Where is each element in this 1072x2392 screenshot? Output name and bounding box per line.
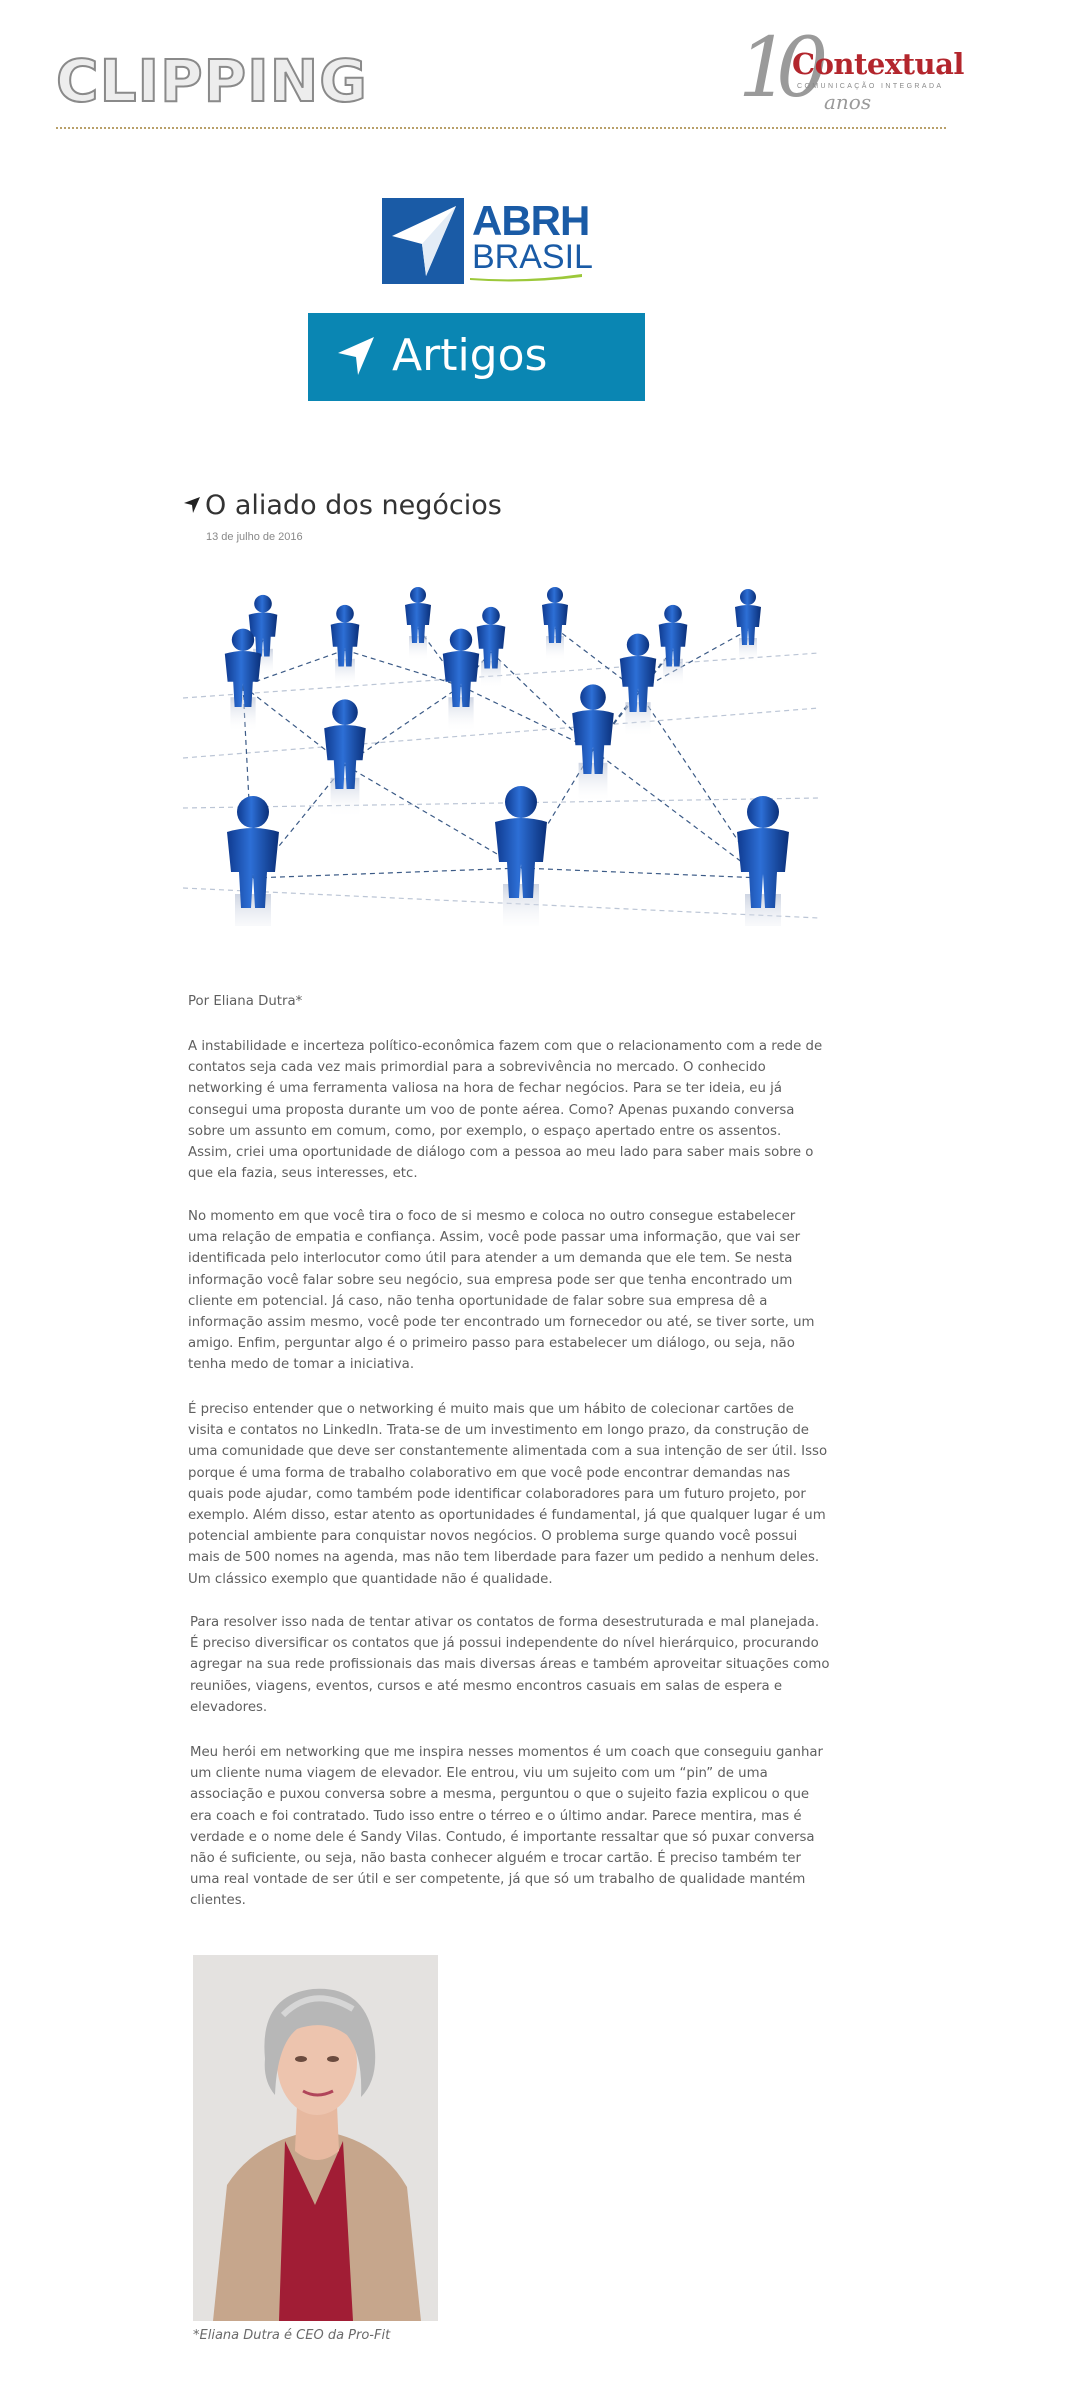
person-figure [227,796,279,926]
header-divider [56,127,946,129]
person-figure [405,587,431,661]
networking-illustration [183,558,819,926]
brand-tagline: COMUNICAÇÃO INTEGRADA [797,83,944,90]
article-paragraph: A instabilidade e incerteza político-econômica fazem com que o relacionamento com a rede de contatos seja cada vez mais primordial para a sobrevivência no mercado. O conhecido networking é uma ferramenta valiosa na hora de fechar negócios. Para se ter ideia, eu já consegui uma proposta durante um voo de ponte aérea. Como? Apenas puxando conversa sobre um assunto em comum, como, por exemplo, o espaço apertado entre os assentos. Assim, criei uma oportunidade de diálogo com a pessoa ao meu lado para saber mais sobre o que ela fazia, seus interesses, etc. [188,1039,823,1182]
network-link [183,798,819,808]
article-paragraph: Meu herói em networking que me inspira nesses momentos é um coach que conseguiu ganhar um cliente numa viagem de elevador. Ele entrou, viu um sujeito com um “pin” de uma associação e puxou conversa sobre a mesma, perguntou o que o sujeito fazia explicou o que era coach e foi contratado. Tudo isso entre o térreo e o último andar. Parece mentira, mas é verdade e o nome dele é Sandy Vilas. Contudo, é importante ressaltar que só puxar conversa não é suficiente, ou seja, não basta conhecer alguém e trocar cartão. É preciso também ter uma real vontade de ser útil e ser competente, já que só um trabalho de qualidade mantém clientes. [190,1745,824,1909]
author-photo [193,1955,438,2321]
article-paragraph: É preciso entender que o networking é muito mais que um hábito de colecionar cartões de visita e contatos no LinkedIn. Trata-se de um investimento em longo prazo, da construção de uma comunidade que deve ser constantemente alimentada com a sua intenção de ser útil. Isso porque é uma forma de trabalho colaborativo em que você pode encontrar demandas nas quais pode ajudar, como também pode identificar colaboradores para um futuro projeto, por exemplo. Além disso, estar atento as oportunidades é fundamental, já que qualquer lugar é um potencial ambiente para conquistar novos negócios. O problema surge quando você possui mais de 500 nomes na agenda, mas não tem liberdade para fazer um pedido a nenhum deles. Um clássico exemplo que quantidade não é qualidade. [188,1402,828,1587]
person-figure [495,786,547,926]
abrh-swoosh-icon [470,272,582,282]
brand-name: Contextual [792,47,964,81]
network-link [183,653,819,698]
person-figure [735,589,761,663]
article-date: 13 de julho de 2016 [206,531,303,543]
clipping-title: CLIPPING [56,47,368,115]
abrh-logo-line2: BRASIL [472,238,593,276]
article-paragraph: No momento em que você tira o foco de si mesmo e coloca no outro consegue estabelecer uma relação de empatia e confiança. Assim, você pode passar uma informação, que vai ser identificada pelo interlocutor como útil para atender a um demanda que ele tem. Se nesta informação você falar sobre seu negócio, sua empresa pode ser que tenha encontrado um cliente em potencial. Já caso, não tenha oportunidade de falar sobre sua empresa dê a informação assim mesmo, você pode ter encontrado um fornecedor ou até, se tiver sorte, um amigo. Enfim, perguntar algo é o primeiro passo para estabelecer um diálogo, ou seja, não tenha medo de tomar a iniciativa. [188,1209,815,1373]
abrh-logo-line1: ABRH [472,197,590,244]
brand-anos: anos [824,90,872,114]
person-figure [443,629,479,733]
network-link [521,868,763,878]
person-figure [737,796,789,926]
network-link [345,765,521,868]
article-byline: Por Eliana Dutra* [188,994,303,1009]
contextual-10-anos-logo [738,21,964,124]
person-figure [542,587,568,661]
person-figure [572,684,614,802]
navigation-arrow-icon [336,335,376,377]
network-link [183,888,819,918]
network-link [593,750,763,878]
abrh-arrow-icon [382,198,464,284]
person-figure [324,699,366,817]
abrh-brasil-logo [382,188,593,284]
article-paragraph: Para resolver isso nada de tentar ativar os contatos de forma desestruturada e mal planejada. É preciso diversificar os contatos que já possui independente do nível hierárquico, procurando agregar na sua rede profissionais das mais diversas áreas e também aproveitar situações como reuniões, viagens, eventos, cursos e até mesmo encontros casuais em salas de espera e elevadores. [190,1615,830,1715]
brand-number: 10 [738,21,815,116]
network-link [183,708,819,758]
person-figure [659,605,688,686]
network-link [253,868,521,878]
artigos-banner[interactable] [308,313,645,401]
person-figure [331,605,360,686]
photo-caption: *Eliana Dutra é CEO da Pro-Fit [193,2328,391,2343]
article-title: O aliado dos negócios [205,490,502,521]
artigos-label: Artigos [392,330,548,381]
navigation-arrow-icon [183,496,201,514]
